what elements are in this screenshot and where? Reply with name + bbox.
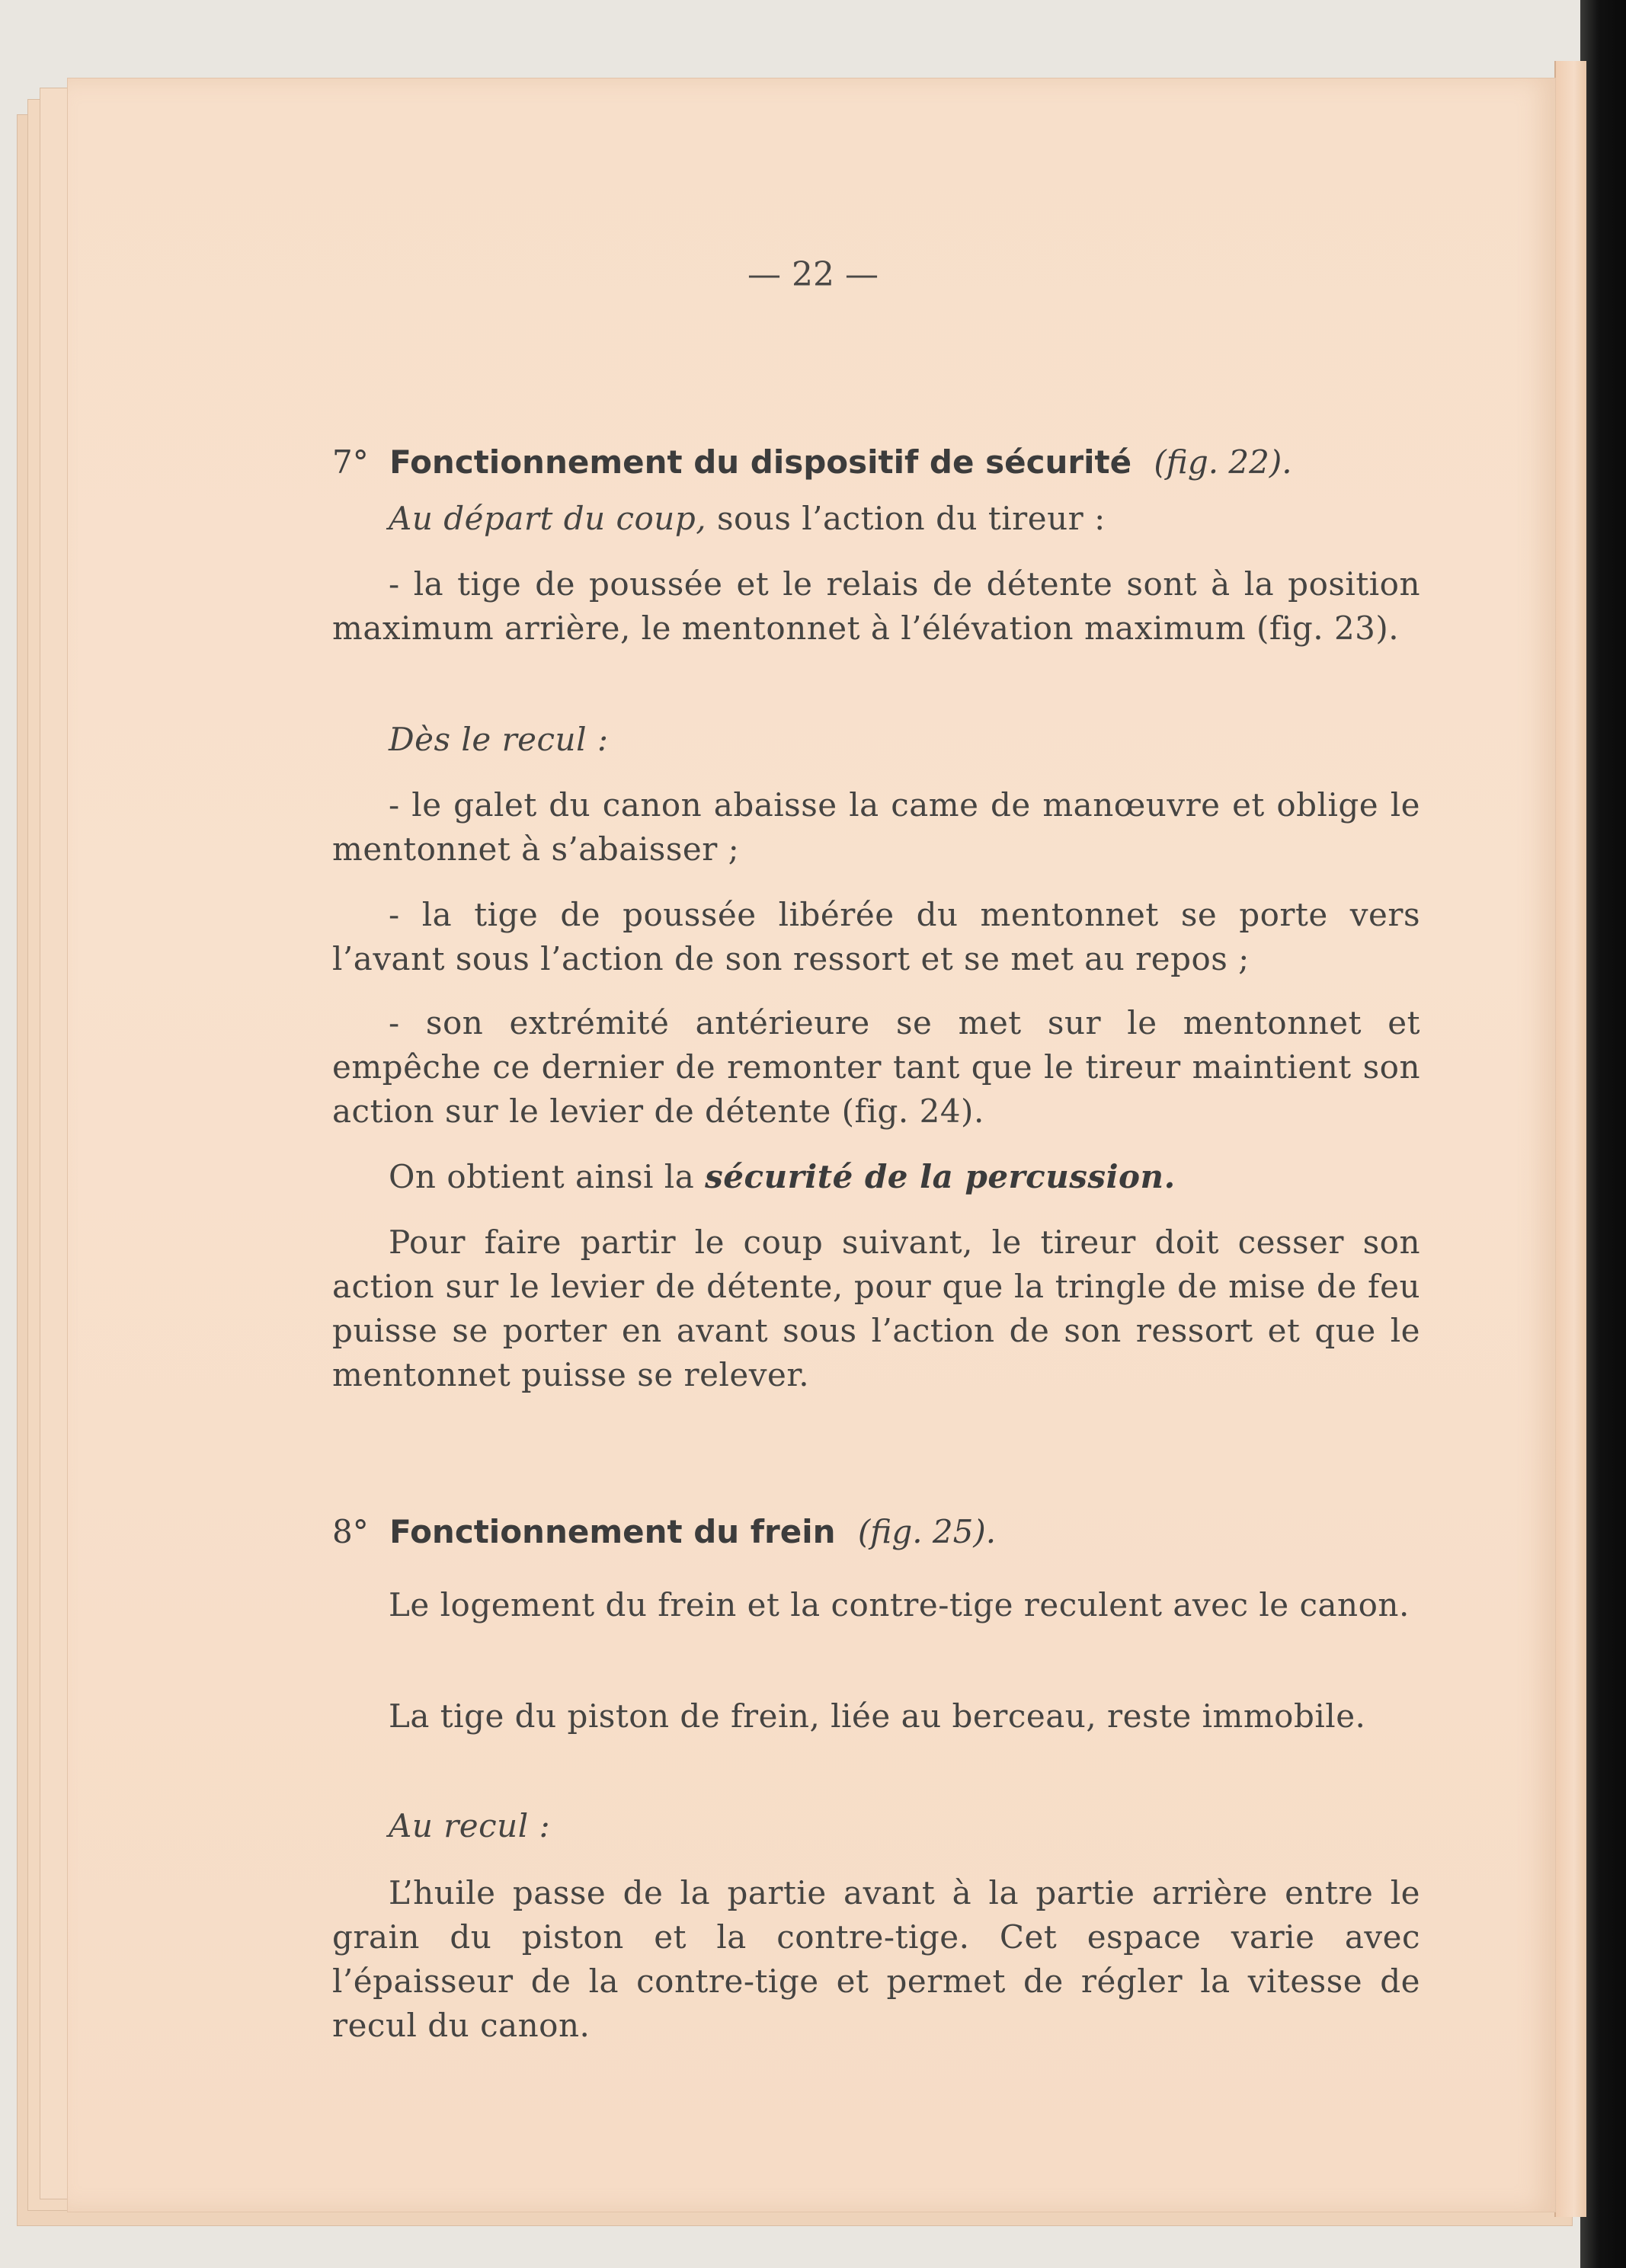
- list-item: - la tige de poussée et le relais de détente sont à la position maximum arrière, le mentonnet à l’élévation maximum (fig. 23).: [332, 565, 1420, 647]
- paragraph: La tige du piston de frein, liée au berceau, reste immobile.: [389, 1697, 1366, 1735]
- page-number: — 22 —: [747, 255, 879, 294]
- section-number: 8°: [332, 1513, 369, 1550]
- section-title: Fonctionnement du frein: [389, 1513, 836, 1550]
- subheading: Au recul :: [389, 1807, 551, 1844]
- paragraph: [332, 1155, 1420, 1199]
- emphasis: sécurité de la percussion.: [705, 1158, 1176, 1195]
- book-binding: [1580, 0, 1626, 2268]
- italic-lead: Au départ du coup,: [389, 500, 707, 537]
- section-7-heading: [332, 443, 1429, 481]
- facing-page-edge: [1554, 61, 1586, 2217]
- list-item: - la tige de poussée libérée du mentonnet se porte vers l’avant sous l’action de son ressort et se met au repos ;: [332, 896, 1420, 977]
- paragraph-text: On obtient ainsi la: [389, 1158, 706, 1195]
- figure-ref: (fig. 25).: [857, 1513, 997, 1550]
- section-8-heading: [332, 1513, 1429, 1550]
- paragraph: [332, 497, 1420, 541]
- section-number: 7°: [332, 443, 369, 481]
- figure-ref: (fig. 22).: [1154, 443, 1292, 481]
- subheading: Dès le recul :: [389, 721, 609, 758]
- paragraph: L’huile passe de la partie avant à la partie arrière entre le grain du piston et la contre-tige. Cet espace varie avec l’épaisseur de la contre-tige et permet de régler la vitesse de recul du canon.: [332, 1874, 1420, 2044]
- paragraph: Pour faire partir le coup suivant, le tireur doit cesser son action sur le levier de détente, pour que la tringle de mise de feu puisse se porter en avant sous l’action de son ressort et que le mentonnet puisse se relever.: [332, 1224, 1420, 1393]
- section-title: Fonctionnement du dispositif de sécurité: [389, 443, 1132, 481]
- paragraph: Le logement du frein et la contre-tige reculent avec le canon.: [389, 1586, 1410, 1623]
- paragraph-text: sous l’action du tireur :: [706, 500, 1106, 537]
- list-item: - le galet du canon abaisse la came de manœuvre et oblige le mentonnet à s’abaisser ;: [332, 786, 1420, 868]
- list-item: - son extrémité antérieure se met sur le mentonnet et empêche ce dernier de remonter tant que le tireur maintient son action sur le levier de détente (fig. 24).: [332, 1004, 1420, 1130]
